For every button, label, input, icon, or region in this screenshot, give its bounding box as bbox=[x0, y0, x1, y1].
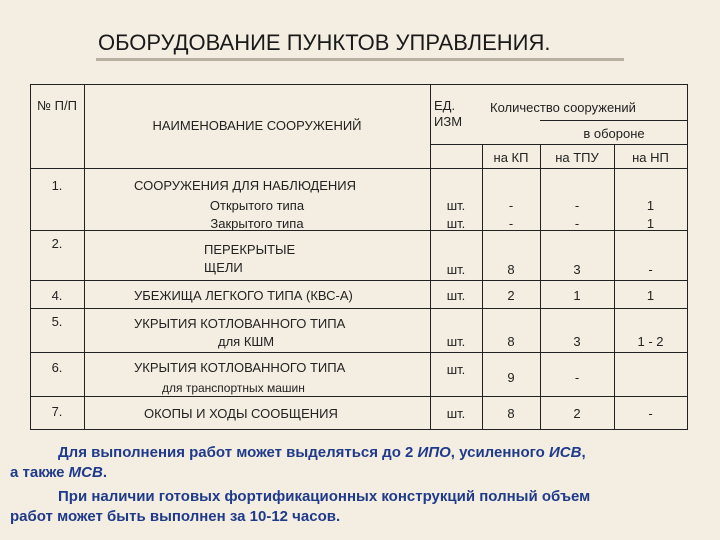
row6-kp: 8 bbox=[507, 406, 515, 421]
header-unit: ЕД. ИЗМ bbox=[434, 98, 463, 129]
row2-tpu: 3 bbox=[573, 262, 581, 277]
row2-kp: 8 bbox=[507, 262, 515, 277]
row3-tpu: 1 bbox=[573, 288, 581, 303]
table-border-top bbox=[30, 84, 688, 85]
row2-name2: ЩЕЛИ bbox=[204, 260, 243, 275]
row3-name: УБЕЖИЩА ЛЕГКОГО ТИПА (КВС-А) bbox=[134, 288, 353, 303]
header-tpu: на ТПУ bbox=[555, 150, 599, 165]
note-line-1 bbox=[58, 442, 586, 464]
note-line-3: При наличии готовых фортификационных конструкций полный объем bbox=[58, 488, 591, 505]
note-isv: ИСВ bbox=[549, 444, 582, 461]
row1-unit1: шт. bbox=[446, 198, 466, 213]
row1-kp2: - bbox=[508, 216, 514, 231]
note-line-4: работ может быть выполнен за 10-12 часов. bbox=[10, 508, 341, 525]
header-np: на НП bbox=[632, 150, 669, 165]
col-border-left bbox=[30, 84, 31, 430]
row3-kp: 2 bbox=[507, 288, 515, 303]
header-defense: в обороне bbox=[583, 126, 645, 141]
row4-np: 1 - 2 bbox=[637, 334, 664, 349]
row2-np: - bbox=[648, 262, 653, 277]
header-divider-qty bbox=[540, 120, 688, 121]
row1-np2: 1 bbox=[646, 216, 655, 231]
row3-unit: шт. bbox=[446, 288, 466, 303]
row4-num: 5. bbox=[51, 314, 63, 329]
title-underline bbox=[96, 58, 624, 61]
row-divider-5 bbox=[30, 396, 688, 397]
note-ipo: ИПО bbox=[417, 444, 451, 461]
note-text: , bbox=[581, 444, 586, 461]
note-line-2 bbox=[10, 462, 107, 484]
row5-name2: для транспортных машин bbox=[162, 381, 305, 395]
col-border-kp bbox=[540, 144, 541, 430]
equipment-table bbox=[30, 84, 688, 430]
note-text: . bbox=[102, 464, 107, 481]
row6-np: - bbox=[648, 406, 653, 421]
header-qty: Количество сооружений bbox=[490, 100, 636, 115]
row4-name: УКРЫТИЯ КОТЛОВАННОГО ТИПА bbox=[134, 316, 346, 331]
header-name: НАИМЕНОВАНИЕ СООРУЖЕНИЙ bbox=[152, 118, 362, 133]
page-title: ОБОРУДОВАНИЕ ПУНКТОВ УПРАВЛЕНИЯ. bbox=[98, 30, 551, 55]
row4-name2: для КШМ bbox=[218, 334, 275, 349]
row3-num: 4. bbox=[51, 288, 63, 303]
row4-tpu: 3 bbox=[573, 334, 581, 349]
row1-sub1: Открытого типа bbox=[209, 198, 305, 213]
row5-num: 6. bbox=[51, 360, 63, 375]
row3-np: 1 bbox=[646, 288, 655, 303]
note-text: а также bbox=[10, 464, 69, 481]
header-kp: на КП bbox=[493, 150, 529, 165]
col-border-tpu bbox=[614, 144, 615, 430]
row4-kp: 8 bbox=[507, 334, 515, 349]
note-text: Для выполнения работ может выделяться до 2 bbox=[58, 444, 418, 461]
header-divider-defense bbox=[430, 144, 688, 145]
row1-num: 1. bbox=[51, 178, 63, 193]
row2-num: 2. bbox=[51, 236, 63, 251]
row2-name: ПЕРЕКРЫТЫЕ bbox=[204, 242, 296, 257]
row2-unit: шт. bbox=[446, 262, 466, 277]
row1-kp1: - bbox=[508, 198, 514, 213]
row6-unit: шт. bbox=[446, 406, 466, 421]
row1-unit2: шт. bbox=[446, 216, 466, 231]
row-divider-3 bbox=[30, 308, 688, 309]
row6-name: ОКОПЫ И ХОДЫ СООБЩЕНИЯ bbox=[144, 406, 338, 421]
row5-unit: шт. bbox=[446, 362, 466, 377]
row1-sub2: Закрытого типа bbox=[210, 216, 304, 231]
header-num: № П/П bbox=[37, 98, 77, 113]
row1-tpu1: - bbox=[574, 198, 580, 213]
table-border-bottom bbox=[30, 429, 688, 430]
note-text: , усиленного bbox=[450, 444, 549, 461]
row1-np1: 1 bbox=[646, 198, 655, 213]
row6-tpu: 2 bbox=[573, 406, 581, 421]
row4-unit: шт. bbox=[446, 334, 466, 349]
row1-name: СООРУЖЕНИЯ ДЛЯ НАБЛЮДЕНИЯ bbox=[134, 178, 356, 193]
row5-name: УКРЫТИЯ КОТЛОВАННОГО ТИПА bbox=[134, 360, 346, 375]
note-msv: МСВ bbox=[68, 464, 103, 481]
col-border-unit bbox=[482, 144, 483, 430]
row5-tpu: - bbox=[574, 370, 580, 385]
row6-num: 7. bbox=[51, 404, 63, 419]
row1-tpu2: - bbox=[574, 216, 580, 231]
col-border-num bbox=[84, 84, 85, 430]
col-border-name bbox=[430, 84, 431, 430]
header-bottom bbox=[30, 168, 688, 169]
row-divider-2 bbox=[30, 280, 688, 281]
row-divider-4 bbox=[30, 352, 688, 353]
row5-kp: 9 bbox=[507, 370, 515, 385]
